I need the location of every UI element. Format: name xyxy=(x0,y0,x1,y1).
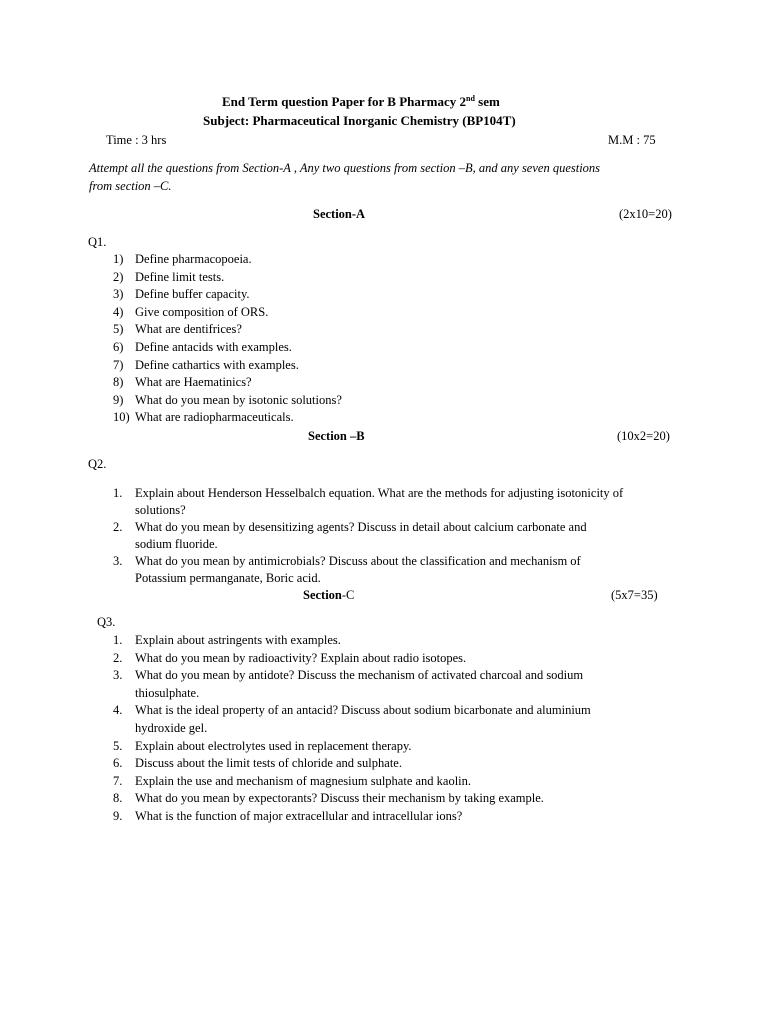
question-text: Explain about electrolytes used in replacement therapy. xyxy=(135,738,412,753)
section-a-heading: Section-A xyxy=(313,207,366,221)
question-number: 2) xyxy=(113,269,124,284)
question-number: 4) xyxy=(113,304,124,319)
question-number: 7) xyxy=(113,357,124,372)
question-text: Define limit tests. xyxy=(135,269,225,284)
question-number: 9) xyxy=(113,392,124,407)
instructions-line-1: Attempt all the questions from Section-A , Any two questions from section –B, and any seven questions xyxy=(89,161,601,175)
question-text: Give composition of ORS. xyxy=(135,304,269,319)
question-text: What do you mean by antimicrobials? Discuss about the classification and mechanism of xyxy=(135,554,581,568)
exam-title-suffix: sem xyxy=(474,94,500,109)
question-text: What do you mean by isotonic solutions? xyxy=(135,392,342,407)
question-text: Define pharmacopoeia. xyxy=(135,252,252,266)
question-text: Explain about Henderson Hesselbalch equation. What are the methods for adjusting isotonicity of xyxy=(135,486,624,500)
question-number: 1. xyxy=(113,633,123,647)
question-text: Define cathartics with examples. xyxy=(135,357,299,372)
section-c-heading xyxy=(303,587,354,605)
question-text: What do you mean by expectorants? Discuss their mechanism by taking example. xyxy=(135,791,544,806)
question-text-continued: Potassium permanganate, Boric acid. xyxy=(135,570,321,585)
question-number: 3. xyxy=(113,668,123,683)
question-number: 5) xyxy=(113,322,124,337)
section-b-marks: (10x2=20) xyxy=(617,429,670,443)
question-text: What do you mean by radioactivity? Explain about radio isotopes. xyxy=(135,650,467,665)
q1-label: Q1. xyxy=(88,235,107,249)
question-text: Discuss about the limit tests of chloride and sulphate. xyxy=(135,756,402,771)
section-c-marks: (5x7=35) xyxy=(611,588,658,602)
question-text: What are dentifrices? xyxy=(135,322,242,337)
question-number: 6) xyxy=(113,340,124,354)
exam-title xyxy=(222,93,500,111)
exam-title-text: End Term question Paper for B Pharmacy 2 xyxy=(222,94,467,109)
question-text-continued: sodium fluoride. xyxy=(135,536,218,551)
exam-title-superscript: nd xyxy=(466,94,475,103)
question-number: 10) xyxy=(113,410,130,425)
question-number: 3) xyxy=(113,287,124,302)
instructions-line-2: from section –C. xyxy=(89,179,172,193)
question-text: Explain the use and mechanism of magnesium sulphate and kaolin. xyxy=(135,773,472,788)
question-number: 4. xyxy=(113,703,123,718)
question-text: Define antacids with examples. xyxy=(135,340,292,354)
section-b-heading: Section –B xyxy=(308,429,365,443)
question-number: 5. xyxy=(113,738,123,753)
question-text: Define buffer capacity. xyxy=(135,287,250,302)
time-allowed: Time : 3 hrs xyxy=(106,133,167,147)
question-text: Explain about astringents with examples. xyxy=(135,633,341,647)
question-text-continued: thiosulphate. xyxy=(135,685,200,700)
question-number: 9. xyxy=(113,809,123,823)
question-text: What do you mean by desensitizing agents? Discuss in detail about calcium carbonate and xyxy=(135,520,587,534)
section-a-marks: (2x10=20) xyxy=(619,207,672,221)
section-c-heading-suffix: -C xyxy=(341,588,355,602)
question-number: 1. xyxy=(113,486,123,500)
question-number: 8. xyxy=(113,791,123,806)
question-number: 8) xyxy=(113,375,124,390)
question-number: 1) xyxy=(113,252,124,266)
question-text: What is the function of major extracellular and intracellular ions? xyxy=(135,809,463,823)
q2-label: Q2. xyxy=(88,457,107,471)
question-text-continued: hydroxide gel. xyxy=(135,720,208,735)
question-number: 2. xyxy=(113,650,123,665)
question-number: 6. xyxy=(113,756,123,771)
question-number: 7. xyxy=(113,773,123,788)
question-text: What do you mean by antidote? Discuss the mechanism of activated charcoal and sodium xyxy=(135,668,584,683)
q3-label: Q3. xyxy=(97,615,116,629)
subject-line: Subject: Pharmaceutical Inorganic Chemistry (BP104T) xyxy=(203,113,516,128)
question-text: What are Haematinics? xyxy=(135,375,252,390)
section-c-heading-bold: Section xyxy=(303,588,342,602)
question-number: 2. xyxy=(113,520,123,534)
question-text: What are radiopharmaceuticals. xyxy=(135,410,294,425)
question-text-continued: solutions? xyxy=(135,502,186,517)
max-marks: M.M : 75 xyxy=(608,133,656,147)
question-number: 3. xyxy=(113,554,123,568)
question-text: What is the ideal property of an antacid? Discuss about sodium bicarbonate and aluminium xyxy=(135,703,591,718)
